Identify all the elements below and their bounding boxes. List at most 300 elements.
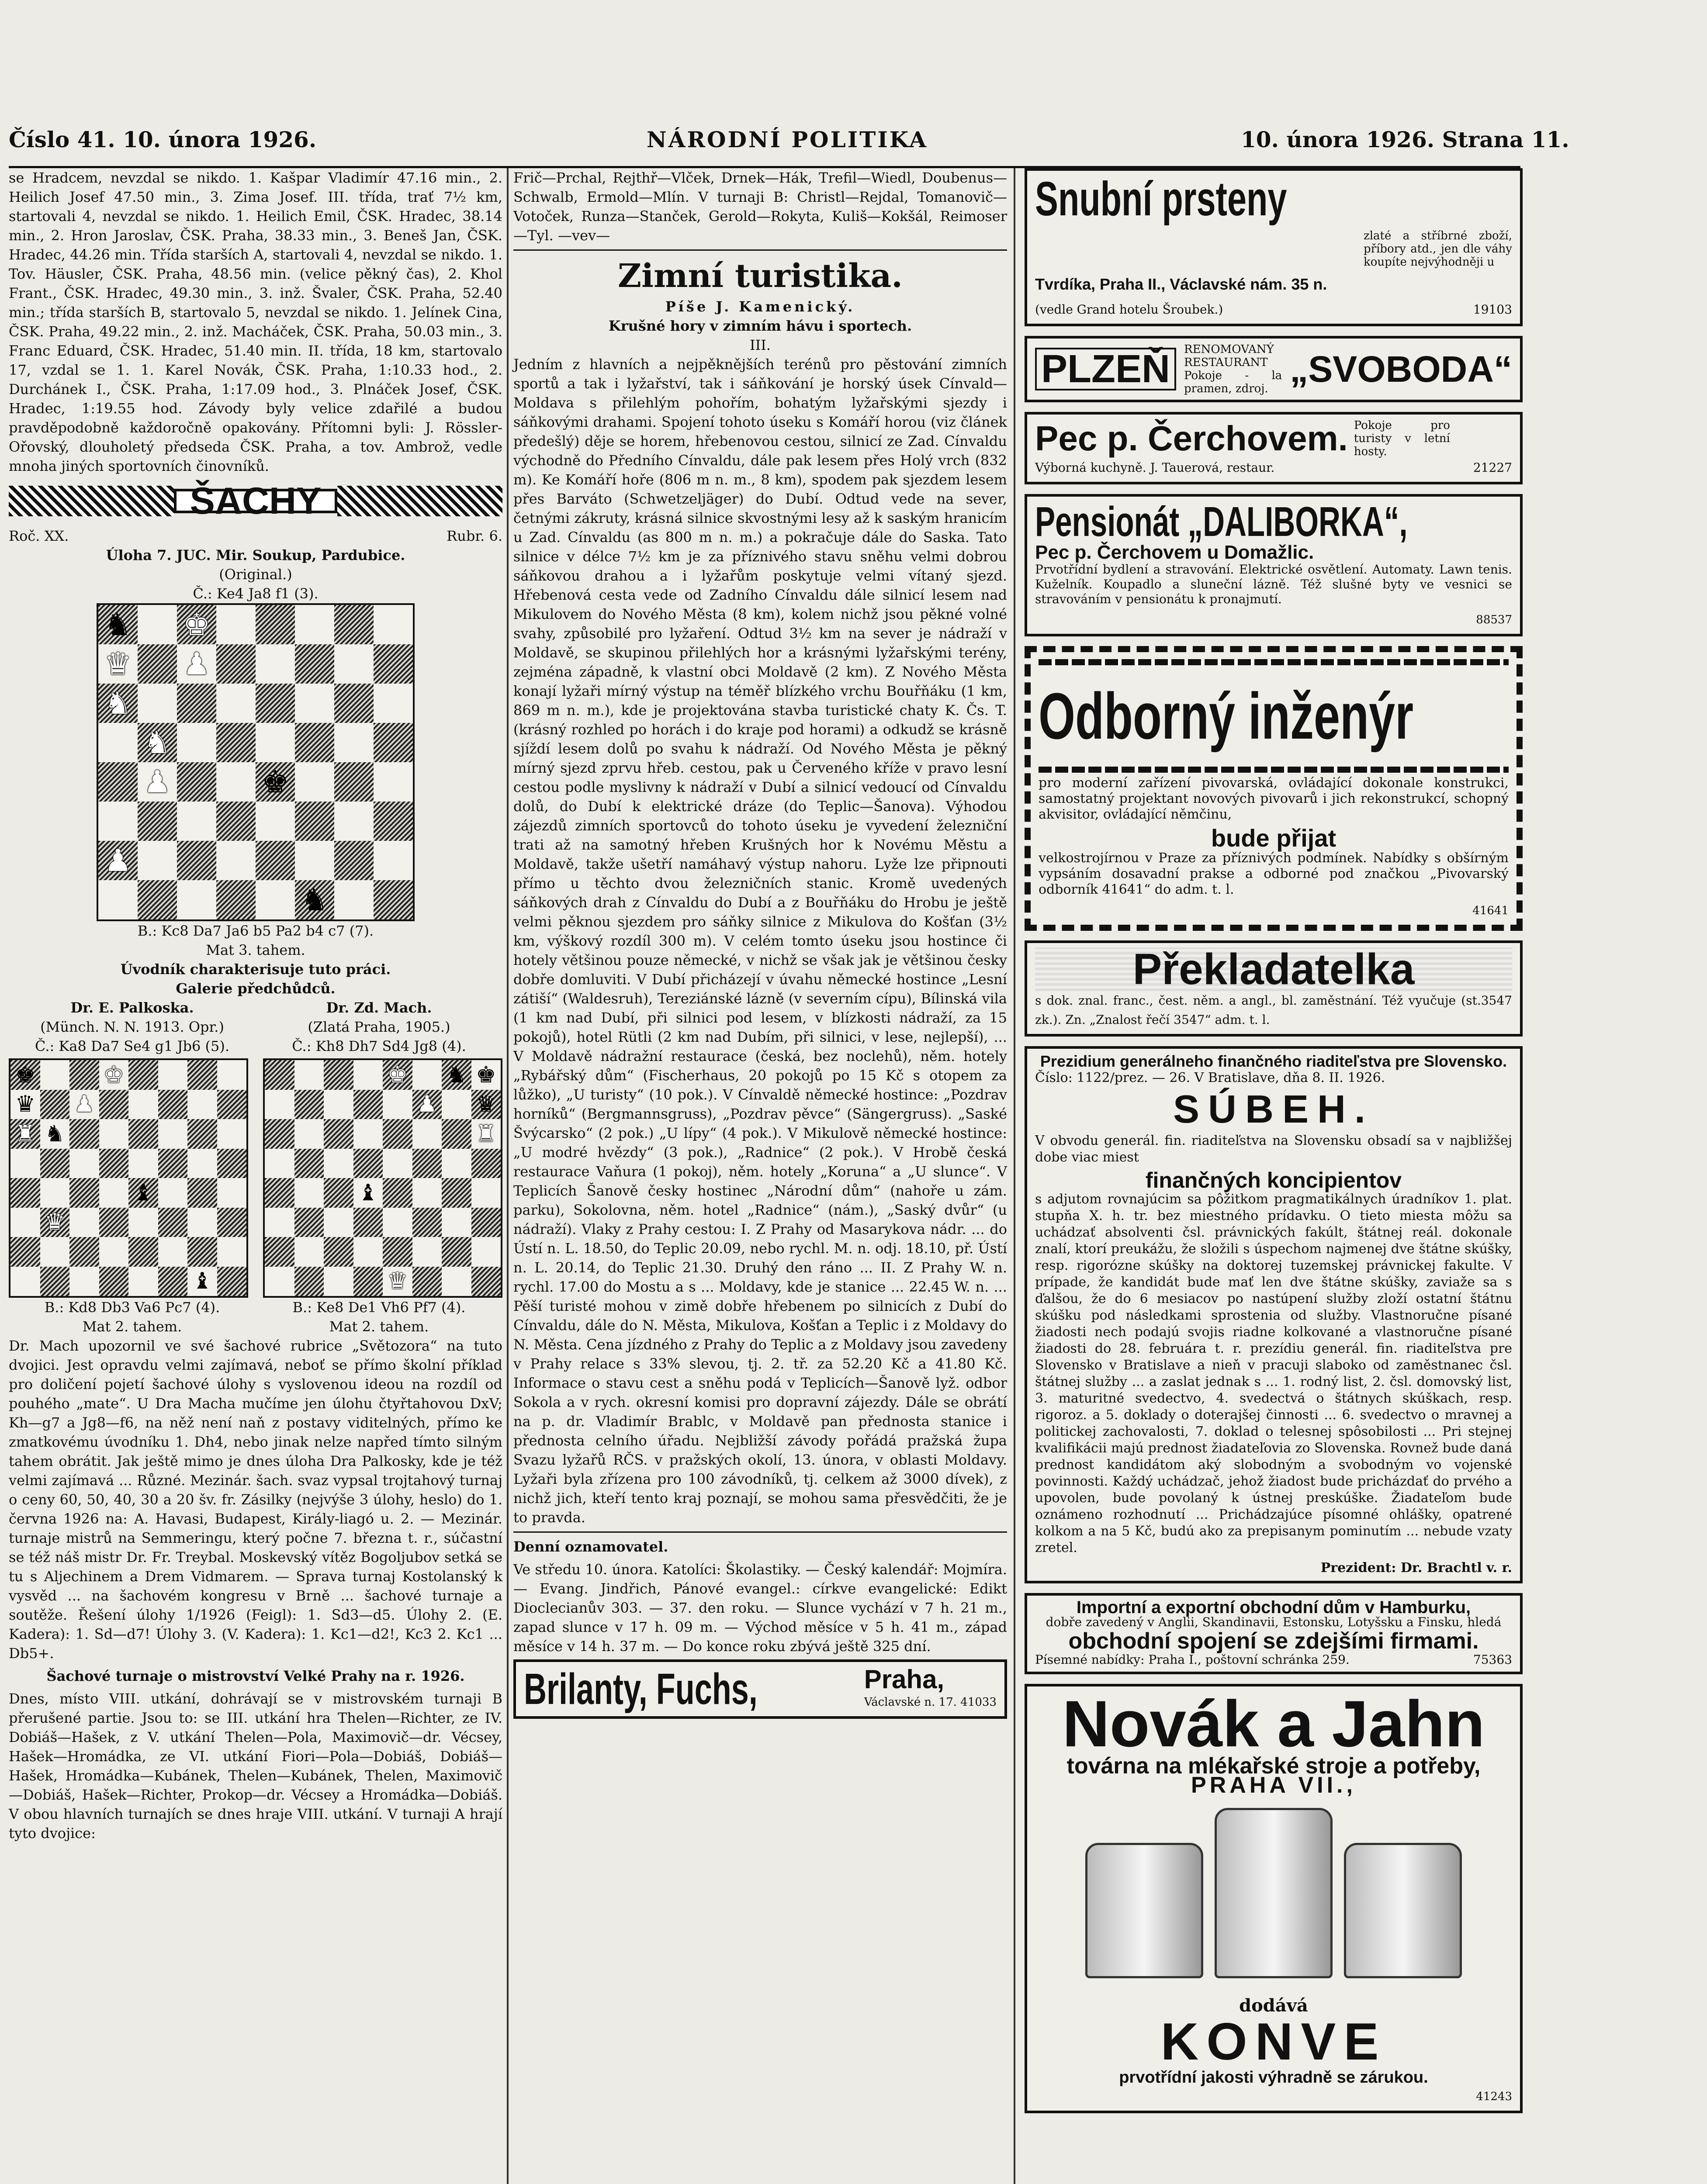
board-square (295, 684, 334, 723)
black-king-icon: ♚ (261, 764, 289, 800)
board-square (69, 1090, 99, 1120)
board-square (374, 684, 413, 723)
board-square (383, 1090, 412, 1120)
white-king-icon: ♚ (103, 1061, 124, 1088)
board-square (10, 1208, 40, 1237)
board-square (256, 684, 295, 723)
board-square (187, 1178, 217, 1208)
black-knight-icon: ♞ (44, 1120, 65, 1147)
ad-subeh (1025, 1046, 1523, 1583)
board-square (383, 1060, 412, 1090)
board-square (353, 1267, 383, 1296)
konve-title: KONVE (1160, 2012, 1387, 2071)
board-square (128, 1119, 158, 1149)
white-pawn-icon: ♟ (143, 764, 171, 800)
board-square (412, 1237, 442, 1267)
board-square (471, 1090, 501, 1120)
novak-title: Novák a Jahn (1062, 1687, 1485, 1760)
subeh-intro: V obvodu generál. fin. riaditeľstva na Slovensku obsadí sa v najbližšej dobe viac miest (1035, 1133, 1512, 1165)
rubrika: Rubr. 6. (447, 528, 502, 544)
prekladatelka-text: s dok. znal. franc., čest. něm. a angl., bl. zaměstnání. Též vyučuje (st. zk.). Zn. „Znalost řečí 3547“ adm. t. l. (1035, 993, 1481, 1027)
board-square (256, 723, 295, 762)
checker-pattern (337, 486, 502, 516)
problem-title: Úloha 7. JUC. Mir. Soukup, Pardubice. (106, 547, 405, 563)
board-square (138, 644, 177, 684)
problem-black-pieces: Č.: Ke4 Ja8 f1 (3). (193, 585, 319, 602)
white-pawn-icon: ♟ (416, 1091, 437, 1118)
board-square (158, 1208, 188, 1237)
board-square (217, 1237, 247, 1267)
board-square (383, 1267, 412, 1296)
board-square (40, 1237, 70, 1267)
column-left (9, 168, 502, 1846)
ad-pec (1025, 412, 1523, 484)
board-square (98, 762, 138, 802)
board-square (98, 880, 138, 919)
daliborka-code: 88537 (1476, 613, 1512, 626)
sachy-banner (9, 479, 502, 523)
board-square (374, 605, 413, 644)
board-square (158, 1178, 188, 1208)
board-square (471, 1119, 501, 1149)
board-square (374, 841, 413, 880)
snubni-addr: (vedle Grand hotelu Šroubek.) (1035, 302, 1223, 317)
ad-import (1025, 1593, 1523, 1674)
board-square (138, 762, 177, 802)
board-square (98, 605, 138, 644)
board-square (10, 1178, 40, 1208)
snubni-firm: Tvrdíka, Praha II., Václavské nám. 35 n. (1035, 275, 1327, 293)
board-square (471, 1267, 501, 1296)
ad-prekladatelka (1025, 940, 1523, 1037)
white-queen-icon: ♛ (104, 646, 132, 682)
chess-commentary: Dr. Mach upozornil ve své šachové rubrice „Světozora“ na tuto dvojici. Jest opravdu velmi zajímavá, neboť se přímo školní příklad pro doličení pojetí šachové úlohy s vyslovenou ideou na rozdíl od pouhého „mate“. U Dra Macha mučíme jen úlohu čtyřtahovou DxV; Kh—g7 a Jg8—f6, na něž není naň z postavy viditelných, přímo ke zmatkovému úvodníku 1. Dh4, nebo jinak nelze napřed tímto silným tahem obrátit. Jak ještě mimo je dnes úloha Dra Palkosky, kde je též velmi zajímavá ... Různé. Mezinár. šach. svaz vypsal trojtahový turnaj o ceny 60, 50, 40, 30 a 20 šv. fr. Zásilky (nejvýše 3 úlohy, heslo) do 1. června 1926 na: A. Havasi, Budapest, Király-liagó u. 2. — Mezinár. turnaje mistrů na Semmeringu, který počne 7. března t. r., súčastní se též náš mistr Dr. Fr. Treybal. Moskevský vítěz Bogoljubov setká se tu s Aljechinem a Drem Vidmarem. — Sprava turnaj Kostolanský k vysvěd ... na šachovém kongresu v Brně ... šachové turnaje a soutěže. Řešení úlohy 1/1926 (Feigl): 1. Sd3—d5. Úlohy 2. (E. Kadera): 1. Sd—d7! Úlohy 3. (V. Kadera): 1. Kc1—d2!, Kc3 2. Kc1 ... Db5+. (9, 1337, 502, 1662)
right-white: B.: Ke8 De1 Vh6 Pf7 (4). (292, 1299, 466, 1316)
board-square (442, 1060, 471, 1090)
board-square (69, 1267, 99, 1296)
right-mate: Mat 2. tahem. (329, 1318, 429, 1335)
board-square (40, 1090, 70, 1120)
board-square (98, 723, 138, 762)
novak-sub: továrna na mlékařské stroje a potřeby, (1066, 1753, 1481, 1779)
board-square (265, 1090, 294, 1120)
board-square (471, 1149, 501, 1178)
subeh-title: SÚBEH. (1173, 1088, 1375, 1131)
board-square (98, 684, 138, 723)
board-square (128, 1237, 158, 1267)
import-text: dobře zavedený v Anglii, Skandinavii, Estonsku, Lotyšsku a Finsku, hledá (1046, 1615, 1502, 1629)
sport-results: se Hradcem, nevzdal se nikdo. 1. Kašpar Vladimír 47.16 min., 2. Heilich Josef 47.50 min., 3. Zima Josef. III. třída, trať 7½ km, startovali 4, nevzdal se nikdo. 1. Heilich Emil, ČSK. Hradec, 38.14 min., 2. Hron Jaroslav, ČSK. Praha, 38.33 min., 3. Beneš Jan, ČSK. Hradec, 44.26 min. Třída starších A, startovali 4, nevzdal se nikdo. 1. Tov. Häusler, ČSK. Praha, 48.56 min. (velice pěkný čas), 2. Khol Frant., ČSK. Hradec, 49.30 min., 3. inž. Švaler, ČSK. Praha, 52.40 min.; třída starších B, startovalo 5, nevzdal se nikdo. 1. Jelínek Cina, ČSK. Praha, 49.22 min., 2. inž. Macháček, ČSK. Praha, 50.03 min., 3. Franc Eduard, ČSK. Hradec, 51.40 min. II. třída, 18 km, startovalo 17, vzdal se 1. 1. Karel Novák, ČSK. Praha, 1:10.33 hod., 2. Durchánek I., ČSK. Praha, 1:17.09 hod., 3. Plnáček Josef, ČSK. Hradec, 1:19.55 hod. Závody byly velice zdařilé a budou pravděpodobně každoročně opakovány. Přítomni byli: J. Rössler-Ořovský, dlouholetý předseda ČSK. Praha, a tov. Ambrož, vedle mnoha jiných sportovních činovníků. (9, 169, 502, 474)
board-square (187, 1208, 217, 1237)
board-square (353, 1178, 383, 1208)
board-square (471, 1178, 501, 1208)
board-square (158, 1267, 188, 1296)
board-square (412, 1267, 442, 1296)
board-square (256, 880, 295, 919)
board-square (10, 1237, 40, 1267)
board-square (383, 1237, 412, 1267)
board-square (294, 1060, 324, 1090)
black-king-icon: ♚ (475, 1061, 496, 1088)
white-rook-icon: ♜ (15, 1120, 36, 1147)
board-square (295, 841, 334, 880)
dodava: dodává (1239, 1995, 1308, 2016)
board-square (216, 802, 256, 841)
board-square (187, 1237, 217, 1267)
inzenyr-code: 41641 (1472, 904, 1509, 917)
inzenyr-bude: bude přijat (1211, 824, 1337, 852)
white-knight-icon: ♞ (104, 685, 132, 721)
board-square (295, 605, 334, 644)
board-square (442, 1119, 471, 1149)
denni-heading: Denní oznamovatel. (513, 1538, 668, 1555)
board-square (374, 880, 413, 919)
plzen-svoboda: „SVOBODA“ (1290, 349, 1512, 390)
board-square (374, 802, 413, 841)
board-square (256, 605, 295, 644)
column-divider (1014, 168, 1015, 2184)
black-knight-icon: ♞ (446, 1061, 467, 1088)
chess-board-main (97, 603, 415, 921)
board-square (374, 644, 413, 684)
board-square (295, 802, 334, 841)
chess-board-left (9, 1058, 248, 1298)
article-title: Zimní turistika. (617, 257, 903, 295)
board-square (69, 1060, 99, 1090)
board-square (294, 1178, 324, 1208)
board-square (324, 1060, 353, 1090)
daliborka-text: Prvotřídní bydlení a stravování. Elektrické osvětlení. Automaty. Lawn tenis. Kuželník. Koupadlo a sluneční lázně. Též slušné byty ve vesnici se stravováním v pensionátu k pronajmutí. (1035, 562, 1512, 606)
board-square (69, 1119, 99, 1149)
issue-number: Číslo 41. 10. února 1926. (9, 127, 317, 152)
board-square (177, 723, 216, 762)
decorative-bar (1039, 659, 1509, 665)
plzen-mid: RENOMOVANÝ RESTAURANT Pokoje - la pramen, zdroj. (1184, 343, 1282, 395)
board-square (138, 723, 177, 762)
board-square (40, 1060, 70, 1090)
import-big: obchodní spojení se zdejšími firmami. (1068, 1628, 1479, 1654)
board-square (99, 1208, 129, 1237)
problem-note: Úvodník charakterisuje tuto práci. (120, 961, 391, 978)
board-square (98, 841, 138, 880)
daliborka-sub: Pec p. Čerchovem u Domažlic. (1035, 542, 1314, 563)
milk-cans-illustration (1035, 1808, 1512, 1983)
black-king-icon: ♚ (15, 1061, 36, 1088)
board-square (10, 1267, 40, 1296)
board-square (374, 762, 413, 802)
import-addr: Písemné nabídky: Praha I., poštovní schránka 259. (1035, 1652, 1350, 1667)
problem-orig: (Original.) (219, 566, 292, 583)
board-square (256, 762, 295, 802)
board-square (158, 1149, 188, 1178)
board-square (334, 684, 374, 723)
page-header (0, 127, 1707, 168)
ad-inzenyr (1025, 646, 1523, 931)
board-square (334, 802, 374, 841)
board-square (442, 1237, 471, 1267)
milk-can-icon (1344, 1843, 1462, 1978)
konve-sub: prvotřídní jakosti výhradně se zárukou. (1119, 2068, 1428, 2087)
masthead: NÁRODNÍ POLITIKA (647, 127, 928, 152)
white-pawn-icon: ♟ (183, 646, 211, 682)
board-square (295, 762, 334, 802)
pec-line: Výborná kuchyně. J. Tauerová, restaur. (1035, 460, 1275, 475)
board-square (216, 880, 256, 919)
board-square (353, 1208, 383, 1237)
board-square (442, 1208, 471, 1237)
board-square (217, 1178, 247, 1208)
board-square (265, 1267, 294, 1296)
black-queen-icon: ♛ (475, 1091, 496, 1118)
board-square (216, 723, 256, 762)
date-page: 10. února 1926. Strana 11. (1241, 127, 1569, 152)
column-divider (507, 168, 509, 2184)
board-square (177, 644, 216, 684)
board-square (442, 1178, 471, 1208)
ad-novak-jahn (1025, 1684, 1523, 2113)
board-square (471, 1060, 501, 1090)
board-square (216, 684, 256, 723)
board-square (334, 723, 374, 762)
snubni-code: 19103 (1473, 302, 1512, 317)
board-square (187, 1090, 217, 1120)
board-square (295, 723, 334, 762)
white-knight-icon: ♞ (143, 725, 171, 760)
board-square (265, 1208, 294, 1237)
ad-daliborka (1025, 494, 1523, 636)
board-square (324, 1237, 353, 1267)
board-square (324, 1119, 353, 1149)
board-square (10, 1119, 40, 1149)
board-square (412, 1149, 442, 1178)
white-pawn-icon: ♟ (104, 843, 132, 878)
inzenyr-text2: velkostrojírnou v Praze za příznivých podmínek. Nabídky s obšírným vypsáním dosavadní prakse a odborné pod značkou „Pivovarský odborník 41641“ do adm. t. l. (1039, 850, 1509, 897)
board-square (128, 1208, 158, 1237)
board-square (158, 1237, 188, 1267)
board-square (216, 605, 256, 644)
left-white: B.: Kd8 Db3 Va6 Pc7 (4). (44, 1299, 220, 1316)
board-square (217, 1208, 247, 1237)
board-square (217, 1060, 247, 1090)
board-square (256, 841, 295, 880)
black-bishop-icon: ♝ (133, 1179, 154, 1206)
board-square (412, 1208, 442, 1237)
prekladatelka-title: Překladatelka (1035, 947, 1512, 991)
board-square (334, 605, 374, 644)
board-square (69, 1149, 99, 1178)
board-square (40, 1149, 70, 1178)
board-square (99, 1149, 129, 1178)
board-square (138, 802, 177, 841)
white-pawn-icon: ♟ (74, 1091, 95, 1118)
board-square (353, 1060, 383, 1090)
article-author: Píše J. Kamenický. (665, 298, 855, 315)
board-square (216, 841, 256, 880)
board-square (177, 880, 216, 919)
board-square (177, 802, 216, 841)
divider (513, 249, 1007, 251)
pec-side: Pokoje pro turisty v letní hosty. (1354, 419, 1450, 458)
board-square (294, 1267, 324, 1296)
pec-code: 21227 (1473, 460, 1512, 475)
ad-snubni (1025, 168, 1523, 326)
board-square (187, 1149, 217, 1178)
import-code: 75363 (1473, 1652, 1512, 1667)
black-bishop-icon: ♝ (357, 1179, 378, 1206)
board-square (265, 1119, 294, 1149)
presidium: Prezidium generálneho finančného riaditeľstva pre Slovensko. (1040, 1052, 1507, 1070)
article-part: III. (749, 337, 771, 353)
board-square (295, 644, 334, 684)
brilanty-addr: Václavské n. 17. 41033 (864, 1696, 997, 1709)
pec-title: Pec p. Čerchovem. (1035, 419, 1348, 458)
board-square (294, 1119, 324, 1149)
board-square (383, 1119, 412, 1149)
board-square (138, 841, 177, 880)
board-square (412, 1090, 442, 1120)
board-square (353, 1237, 383, 1267)
board-square (294, 1149, 324, 1178)
board-square (353, 1090, 383, 1120)
subeh-koncip: finančných koncipientov (1145, 1168, 1402, 1192)
board-square (265, 1060, 294, 1090)
board-square (177, 762, 216, 802)
milk-can-icon (1085, 1843, 1203, 1978)
board-square (265, 1178, 294, 1208)
white-king-icon: ♚ (183, 607, 211, 643)
board-square (334, 644, 374, 684)
gallery-heading: Galerie předchůdců. (176, 980, 336, 997)
board-square (383, 1178, 412, 1208)
board-square (412, 1060, 442, 1090)
inzenyr-title: Odborný inženýr (1039, 679, 1414, 753)
board-square (99, 1267, 129, 1296)
board-square (217, 1267, 247, 1296)
board-square (334, 841, 374, 880)
checker-pattern (9, 486, 174, 516)
board-square (98, 802, 138, 841)
board-square (10, 1090, 40, 1120)
left-source: (Münch. N. N. 1913. Opr.) (40, 1019, 224, 1035)
board-square (412, 1119, 442, 1149)
subeh-president: Prezident: Dr. Brachtl v. r. (1320, 1560, 1512, 1576)
board-square (138, 880, 177, 919)
board-square (295, 880, 334, 919)
board-square (177, 841, 216, 880)
board-square (442, 1090, 471, 1120)
ad-brilanty (513, 1659, 1007, 1719)
board-square (40, 1119, 70, 1149)
board-square (158, 1090, 188, 1120)
left-mate: Mat 2. tahem. (82, 1318, 182, 1335)
right-author: Dr. Zd. Mach. (326, 999, 432, 1016)
problem-white-pieces: B.: Kc8 Da7 Ja6 b5 Pa2 b4 c7 (7). (137, 923, 374, 939)
prekladatelka-code: 3547 (1481, 993, 1512, 1008)
board-square (69, 1208, 99, 1237)
board-square (471, 1237, 501, 1267)
snubni-title: Snubní prsteny (1035, 172, 1287, 226)
board-square (374, 723, 413, 762)
board-square (99, 1060, 129, 1090)
board-square (99, 1237, 129, 1267)
board-square (138, 605, 177, 644)
brilanty-city: Praha, (864, 1665, 945, 1694)
board-square (324, 1267, 353, 1296)
turnaj-heading: Šachové turnaje o mistrovství Velké Prahy na r. 1926. (46, 1668, 465, 1684)
daliborka-title: Pensionát „DALIBORKA“, (1035, 498, 1408, 545)
black-bishop-icon: ♝ (192, 1268, 213, 1295)
board-square (383, 1149, 412, 1178)
board-square (471, 1208, 501, 1237)
brilanty-title: Brilanty, Fuchs, (524, 1665, 758, 1714)
board-square (40, 1267, 70, 1296)
white-queen-icon: ♛ (44, 1209, 65, 1236)
board-square (256, 644, 295, 684)
board-square (10, 1149, 40, 1178)
article-body: Jedním z hlavních a nejpěknějších terénů pro pěstování zimních sportů a tak i lyžařství, tak i sáňkování je horský úsek Cínvald—Moldava s přilehlým pohořím, bohatým lyžařskými sjezdy i sáňkovými drahami. Spojení tohoto úseku s Komáří horou (viz článek předešlý) děje se horem, hřebenovou cestou, silnicí ze Zad. Cínvaldu východně do Předního Cínvaldu, dále pak lesem přes Holý vrch (832 m). Ke Komáří hoře (806 m n. m., 8 km), spodem pak sjezdem lesem přes Barváto (Schwetzeljäger) do Dubí. Odtud vede na sever, četnými zákruty, krásná silnice skvostnými lesy až k saským hranicím u Zad. Cínvaldu (as 800 m n. m.) a pokračuje dále do Saska. Tato silnice v délce 7½ km je za příznivého stavu sněhu velmi dobrou sáňkovou drahou a i lyžařům poskytuje velmi vítaný sjezd. Hřebenová cesta vede od Zadního Cínvaldu dále silnicí lesem nad Mikulovem do Nového Města (8 km), kolem nichž jsou pěkné volné svahy, způsobilé pro lyžaření. Odtud 3½ km na sever je nádraží v Moldavě, se skupinou přilehlých hor a krásnými lyžařskými terény, zejména západně, k vlastní obci Moldavě (2 km). Z Nového Města konají lyžaři mírný výstup na téměř blízkého vrchu Bouřňáku (1 km, 869 m n. m.), kde je projektována stavba turistické chaty K. Čs. T. (krásný rozhled po horách i do kraje pod horami) a odkudž se krásně sjíždí lesem dolů po svahu k nádraží. Od Nového Města je pěkný mírný sjezd zprvu hřeb. cestou, pak u Červeného kříže v pravo lesní cestou podle myslivny k nádraží v Dubí a silnicí vedoucí od Cínvaldu dolů, do Dubí k elektrické dráze (do Teplic—Šanova). Výhodou zájezdů zimních sportovců do tohoto úseku je vyvedení železniční trati až na samotný hřeben Krušných hor k Novému Městu a Moldavě, takže ušetří namáhavý výstup nahoru. Lyže lze připnouti přímo u těchto dvou železničních stanic. Kromě uvedených sáňkových drah z Cínvaldu do Dubí a z Bouřňáku do Hrobu je ještě velmi pěknou sjezdem pro sáňky silnice z Mikulova do Košťan (3½ km, výškový rozdíl 300 m). V celém tomto úseku jsou hostince či hotely většinou pouze německé, v nichž se však jak je většinou česky dobře domluviti. V Dubí přicházejí v úvahu německé hostince „Lesní zátiší“ (Waldesruh), Tereziánské lázně (v severním cípu), Bílinská vila (1 km nad Dubí, při silnici pod lesem, v blízkosti nádraží, za 15 pokojů), hotel Rütli (2 km nad Dubím, při silnici, v lese, nejlepší), ... V Moldavě nádražní restaurace (česká, bez noclehů), něm. hotely „Rybářský dům“ (Fischerhaus, 20 pokojů po 15 Kč s otopem za lůžko), „U turisty“ (10 pok.). V Cínvaldě německé hostince: „Pozdrav horníků“ (Bergmannsgruss), „Pozdrav pěvce“ (Sängergruss). „Saské Švýcarsko“ (2 pok.) „U lípy“ (4 pok.). V Mikulově německé hostince: „U modré hvězdy“ (3 pok.), „Radnice“ (2 pok.). V Hrobě česká restaurace Vaňura (1 pokoj), něm. hotely „Koruna“ a „U slunce“. V Teplicích Šanově česky hostinec „Národní dům“ (nahoře u zám. parku), Sokolovna, něm. hotel „Radnice“ (nám.), „Saský dvůr“ (u nádraží). Vlaky z Prahy cestou: I. Z Prahy od Masarykova nádr. ... do Ústí n. L. 18.50, do Teplic 20.09, nebo rychl. M. n. odj. 18.10, př. Ústí n. L. 20.14, do Teplic 21.30. Druhý den ráno ... II. Z Prahy W. n. rychl. 17.00 do Mostu a s ... Moldavy, kde je stanice ... 22.45 W. n. ... Pěší turisté mohou v zimě dobře hřebenem po silnicích z Dubí do Cínvaldu, dále do N. Města, Mikulova, Košťan a Teplic i z Moldavy do N. Města. Cena jízdného z Prahy do Teplic a z Moldavy jsou zavedeny v Prahy relace s 33% slevou, tj. 2. tř. za 52.20 Kč a 41.80 Kč. Informace o stavu cest a sněhu podá v Teplicích—Šanově lyž. odbor Sokola a v rych. okresní komisi pro dopravní zájezdy. Dále se obrátí na p. dr. Vladimír Brablc, v Moldavě pan přednosta stanice i přednosta celního úřadu. Nejbližší závody pořádá pražská župa Svazu lyžařů RČS. v pražských okolí, 13. února, v oblasti Moldavy. Lyžaři byla zřízena pro 100 závodníků, tj. celkem až 3000 dívek), z nichž jich, kteří tento kraj poznají, se mohou sama přesvědčiti, že je to pravda. (513, 356, 1007, 1526)
white-queen-icon: ♛ (387, 1268, 408, 1295)
import-title: Importní a exportní obchodní dům v Hamburku, (1076, 1598, 1471, 1617)
board-square (10, 1060, 40, 1090)
denni-text: Ve středu 10. února. Katolíci: Školastiky. — Český kalendář: Mojmíra. — Evang. Jindřich, Pánové evangel.: církve evangelické: Edikt Dioclecianův 303. — 37. den roku. — Slunce vychází v 7 h. 21 m., zapad slunce v 17 h. 09 m. — Východ měsíce v 5 h. 41 m., západ měsíce v 14 h. 37 m. — Do konce roku zbývá ještě 325 dní. (513, 1561, 1007, 1655)
board-square (98, 644, 138, 684)
board-square (353, 1149, 383, 1178)
konve-code: 41243 (1476, 2090, 1512, 2103)
board-square (353, 1119, 383, 1149)
board-square (187, 1267, 217, 1296)
board-square (40, 1208, 70, 1237)
board-square (442, 1149, 471, 1178)
board-square (334, 880, 374, 919)
board-square (158, 1060, 188, 1090)
subeh-cislo: Číslo: 1122/prez. — 26. V Bratislave, dňa 8. II. 1926. (1035, 1070, 1385, 1085)
board-square (99, 1178, 129, 1208)
inzenyr-text1: pro moderní zařízení pivovarská, ovládající dokonale konstrukci, samostatný projektant novových pivovarů i jich rekonstrukcí, schopný akvisitor, ovládající němčinu, (1039, 775, 1509, 822)
divider (513, 1531, 1007, 1533)
board-square (128, 1090, 158, 1120)
black-queen-icon: ♛ (15, 1091, 36, 1118)
board-square (187, 1119, 217, 1149)
board-square (294, 1090, 324, 1120)
board-square (324, 1149, 353, 1178)
board-square (265, 1149, 294, 1178)
novak-city: PRAHA VII., (1191, 1773, 1356, 1798)
milk-can-icon (1215, 1808, 1333, 1978)
board-square (383, 1208, 412, 1237)
board-square (324, 1090, 353, 1120)
black-knight-icon: ♞ (104, 607, 132, 643)
right-black: Č.: Kh8 Dh7 Sd4 Jg8 (4). (292, 1038, 466, 1054)
board-square (334, 762, 374, 802)
problem-mate: Mat 3. tahem. (206, 942, 305, 958)
article-subtitle: Krušné hory v zimním hávu i sportech. (608, 318, 912, 334)
board-square (324, 1178, 353, 1208)
snubni-side: zlaté a stříbrné zboží, příbory atd., jen dle váhy koupíte nejvýhodněji u (1364, 229, 1512, 269)
board-square (177, 605, 216, 644)
left-author: Dr. E. Palkoska. (70, 999, 194, 1016)
board-square (177, 684, 216, 723)
chess-board-right (263, 1058, 502, 1298)
board-square (69, 1178, 99, 1208)
plzen-title: PLZEŇ (1035, 348, 1176, 390)
board-square (294, 1208, 324, 1237)
left-black: Č.: Ka8 Da7 Se4 g1 Jb6 (5). (35, 1038, 229, 1054)
board-square (217, 1090, 247, 1120)
board-square (442, 1267, 471, 1296)
board-square (265, 1237, 294, 1267)
turnaj-pairs: Frič—Prchal, Rejthř—Vlček, Drnek—Hák, Trefil—Wiedl, Doubenus—Schwalb, Ermold—Mlín. V turnaji B: Christl—Rejdal, Tomanovič—Votoček, Runza—Stanček, Gerold—Rokyta, Kuliš—Kokšál, Reimoser—Tyl. —vev— (513, 169, 1007, 244)
board-square (40, 1178, 70, 1208)
